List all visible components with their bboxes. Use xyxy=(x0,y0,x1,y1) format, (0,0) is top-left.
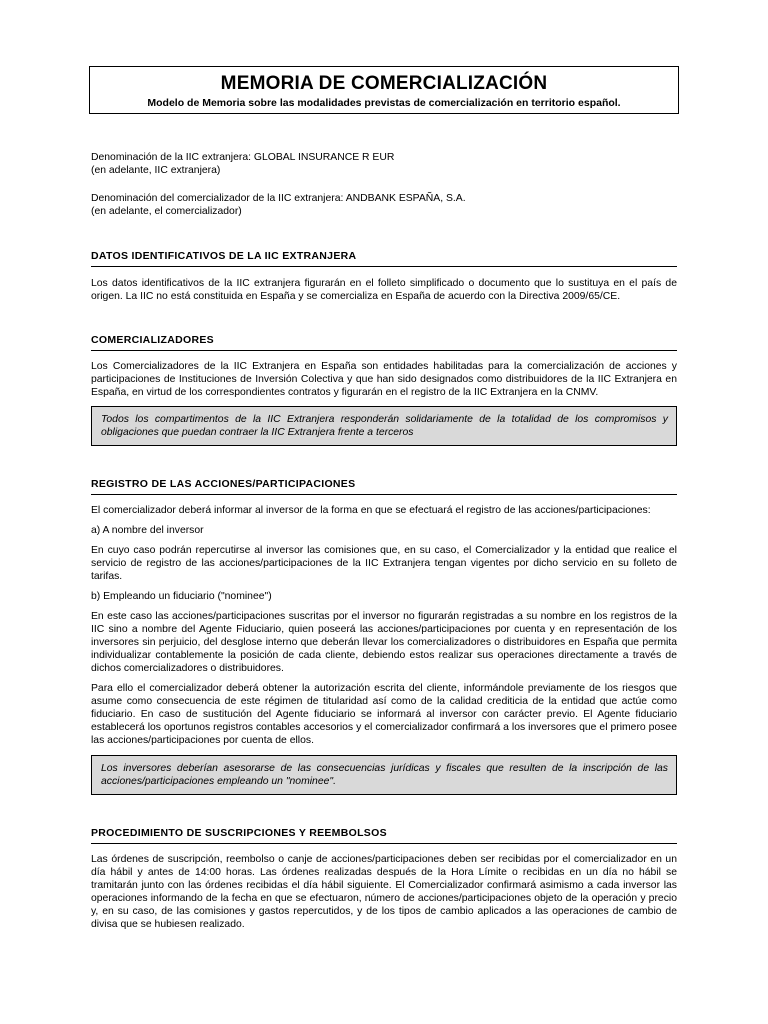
registro-authorization-text: Para ello el comercializador deberá obtener la autorización escrita del cliente, informándole previamente de los riesgos que asume como consecuencia de este régimen de titularidad así como de la calidad crediticia de la entidad que actúe como fiduciario. En caso de sustitución del Agente fiduciario se informará al inversor con carácter previo. El Agente fiduciario establecerá los oportunos registros contables accesorios y el comercializador confirmará a los inversores que el primero posee las acciones/participaciones por cuenta de ellos. xyxy=(91,683,677,746)
fund-name-note: (en adelante, IIC extranjera) xyxy=(91,164,221,176)
registro-option-a-text: En cuyo caso podrán repercutirse al inversor las comisiones que, en su caso, el Comercializador y la entidad que realice el servicio de registro de las acciones/participaciones de la IIC Extranjera tengan vigentes por dicho servicio en su folleto de tarifas. xyxy=(91,545,677,582)
registro-option-b: b) Empleando un fiduciario ("nominee") xyxy=(91,591,272,602)
page-subtitle: Modelo de Memoria sobre las modalidades previstas de comercialización en territorio español. xyxy=(147,97,621,109)
page-title: MEMORIA DE COMERCIALIZACIÓN xyxy=(220,73,548,94)
section-heading-procedimiento: PROCEDIMIENTO DE SUSCRIPCIONES Y REEMBOLSOS xyxy=(91,827,677,844)
procedimiento-paragraph: Las órdenes de suscripción, reembolso o canje de acciones/participaciones deben ser recibidas por el comercializador en un día hábil y antes de 14:00 horas. Las órdenes realizadas después de la Hora Límite o recibidas en un día no hábil se tramitarán junto con las órdenes recibidas el día hábil siguiente. El Comercializador confirmará asimismo a cada inversor las operaciones informando de la fecha en que se efectuaron, número de acciones/participaciones objeto de la operación y precio y, en su caso, de las comisiones y gastos repercutidos, y de los tipos de cambio aplicados a las operaciones de cambio de divisa que se hubiesen realizado. xyxy=(91,854,677,930)
title-box xyxy=(89,66,679,114)
section-heading-comercializadores: COMERCIALIZADORES xyxy=(91,334,677,351)
registro-option-b-text: En este caso las acciones/participaciones suscritas por el inversor no figurarán registradas a su nombre en los registros de la IIC sino a nombre del Agente Fiduciario, quien poseerá las acciones/participaciones por cuenta y en representación de los inversores sin perjuicio, del desglose interno que deberán llevar los comercializadores o distribuidores en España que permita individualizar contablemente la posición de cada cliente, debiendo estos realizar sus operaciones directamente a través de dichos comercializadores o distribuidores. xyxy=(91,611,677,674)
section-heading-datos: DATOS IDENTIFICATIVOS DE LA IIC EXTRANJERA xyxy=(91,250,677,267)
section-heading-registro: REGISTRO DE LAS ACCIONES/PARTICIPACIONES xyxy=(91,478,677,495)
datos-paragraph: Los datos identificativos de la IIC extranjera figurarán en el folleto simplificado o documento que lo sustituya en el país de origen. La IIC no está constituida en España y se comercializa en España de acuerdo con la Directiva 2009/65/CE. xyxy=(91,278,677,302)
comercializadores-callout: Todos los compartimentos de la IIC Extranjera responderán solidariamente de la totalidad de los compromisos y obligaciones que puedan contraer la IIC Extranjera frente a terceros xyxy=(91,406,677,446)
fund-name-line: Denominación de la IIC extranjera: GLOBAL INSURANCE R EUR xyxy=(91,152,395,163)
distributor-note: (en adelante, el comercializador) xyxy=(91,205,242,217)
comercializadores-paragraph: Los Comercializadores de la IIC Extranjera en España son entidades habilitadas para la comercialización de acciones y participaciones de Instituciones de Inversión Colectiva y que han sido designados como distribuidores de la IIC Extranjera en España, en virtud de los correspondientes contratos y figurarán en el registro de la IIC Extranjera en la CNMV. xyxy=(91,361,677,398)
registro-callout: Los inversores deberían asesorarse de las consecuencias jurídicas y fiscales que resulten de la inscripción de las acciones/participaciones empleando un "nominee". xyxy=(91,755,677,795)
distributor-line: Denominación del comercializador de la IIC extranjera: ANDBANK ESPAÑA, S.A. xyxy=(91,193,466,204)
registro-option-a: a) A nombre del inversor xyxy=(91,525,204,536)
fund-identification xyxy=(91,152,677,178)
distributor-identification xyxy=(91,193,677,219)
registro-intro: El comercializador deberá informar al inversor de la forma en que se efectuará el registro de las acciones/participaciones: xyxy=(91,505,651,516)
